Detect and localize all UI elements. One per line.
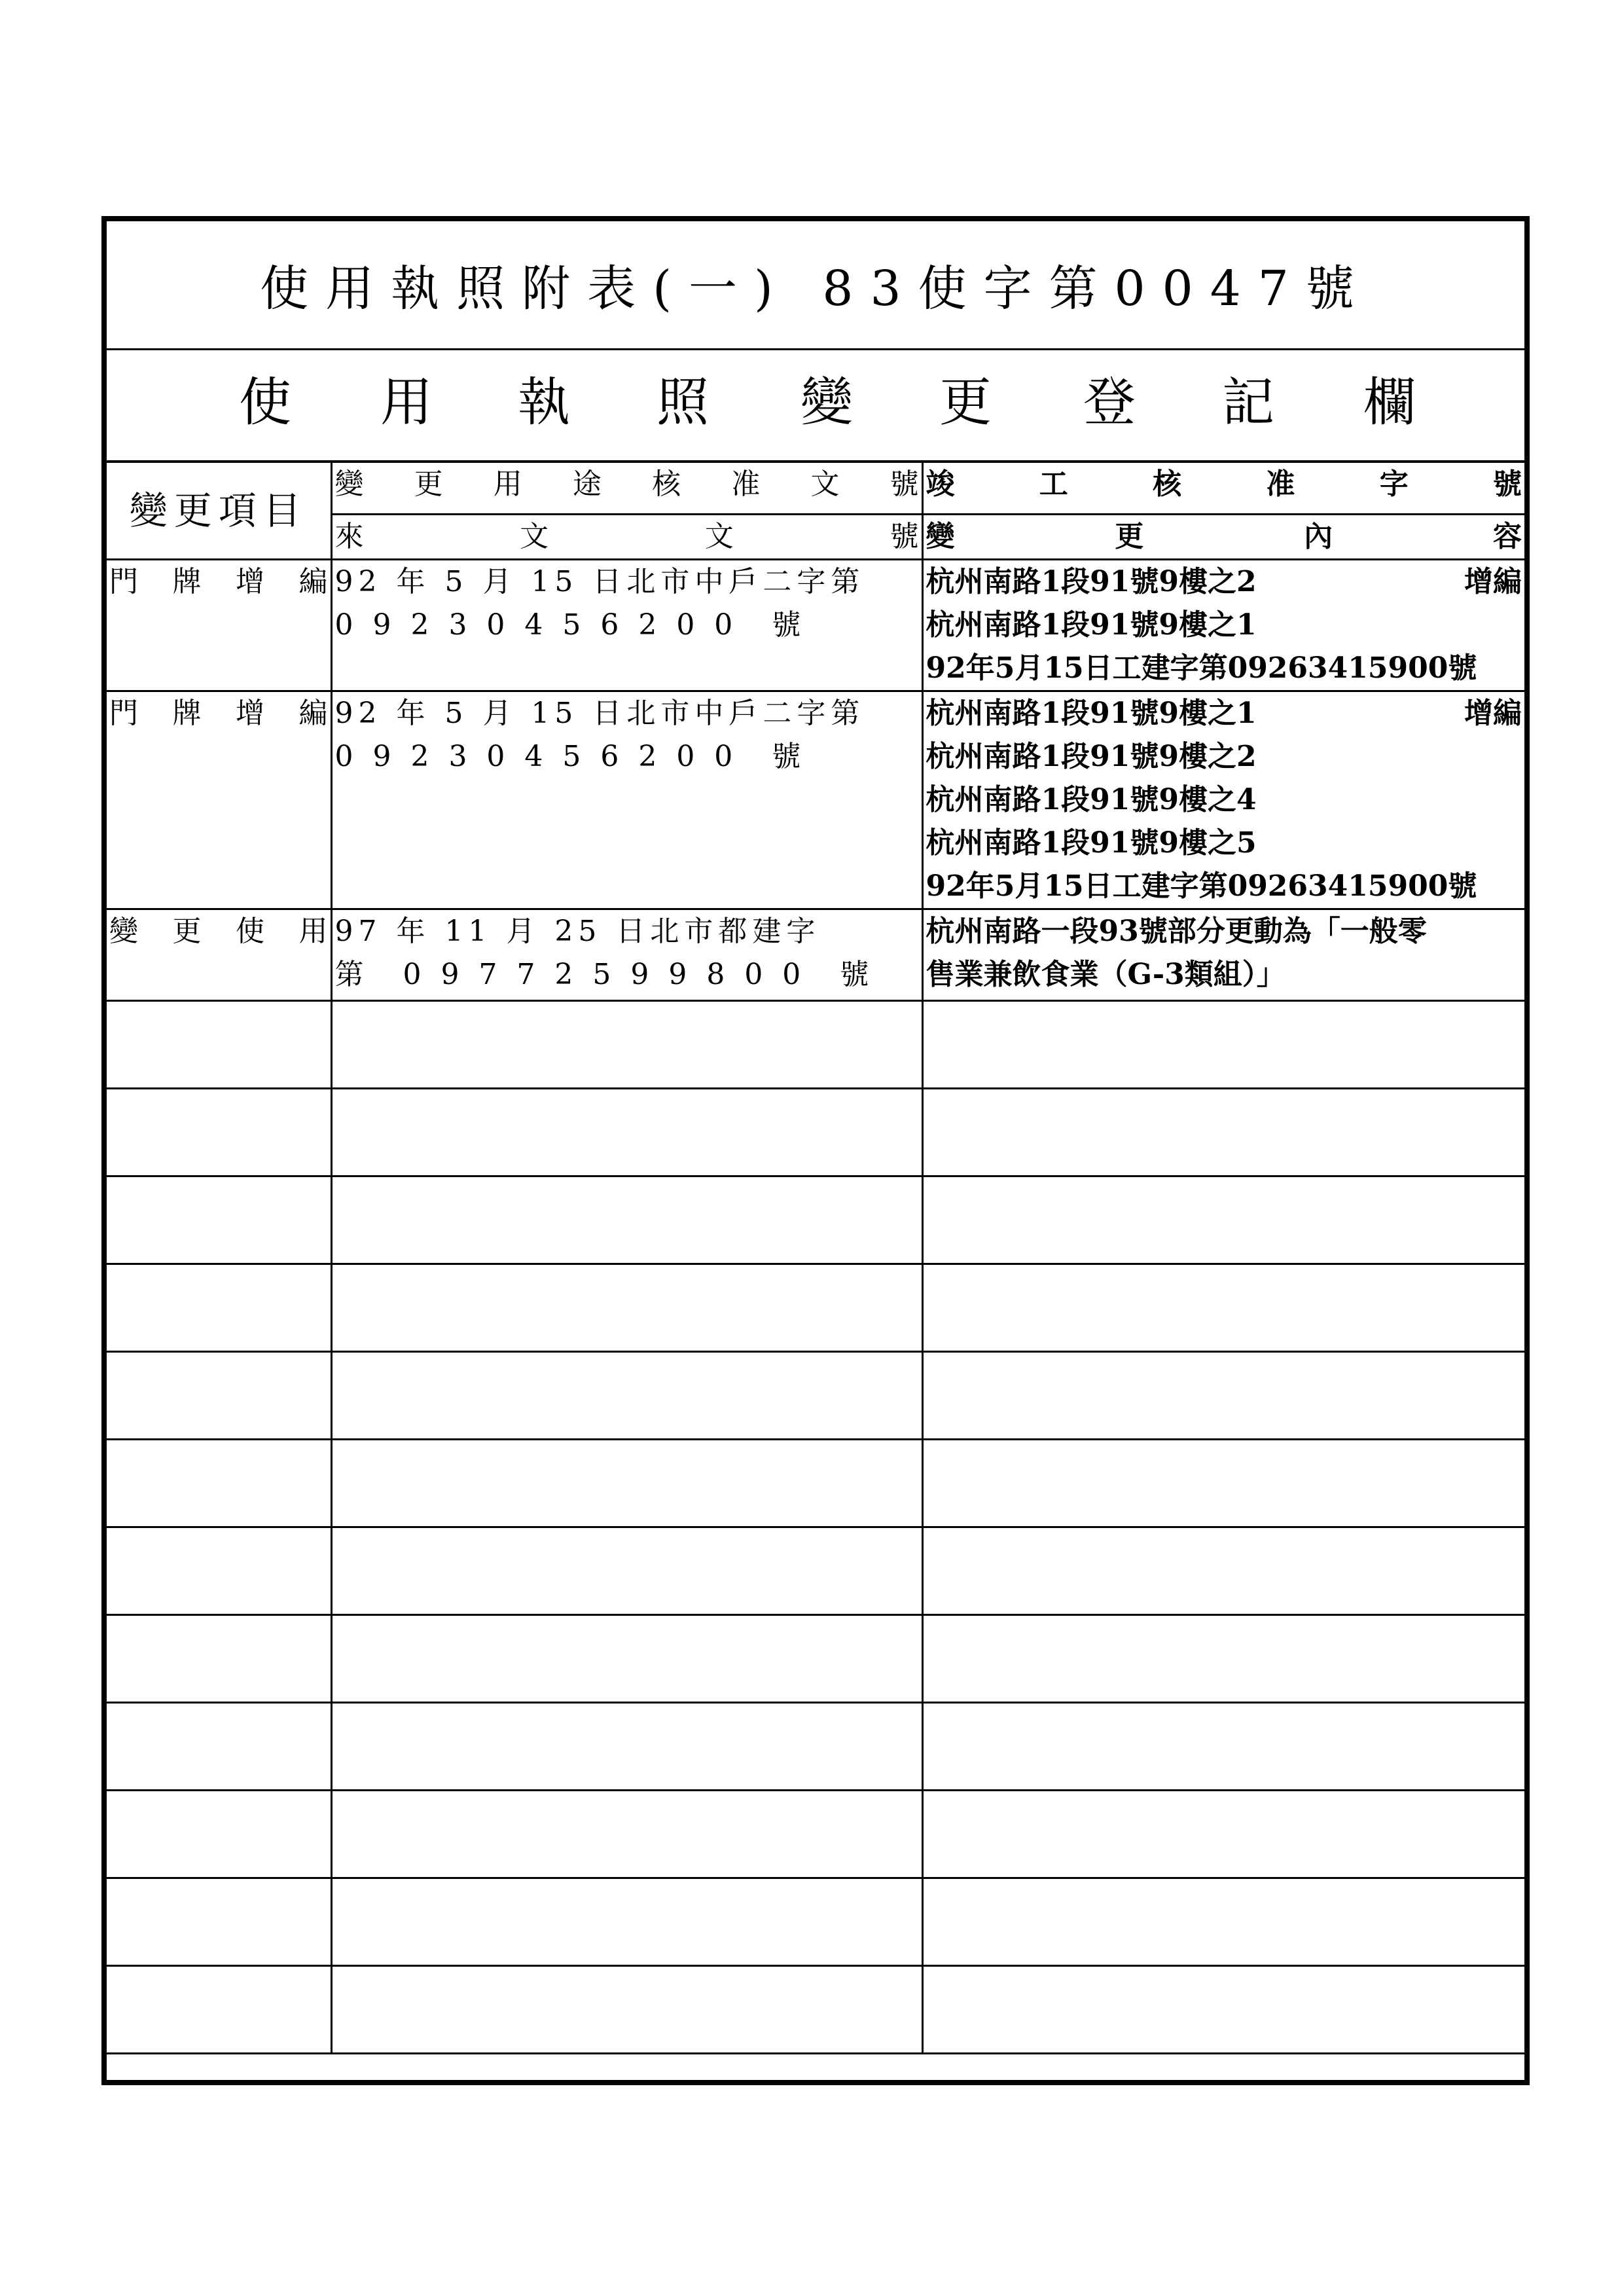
header-row [107, 463, 1524, 514]
empty-row [107, 1965, 1524, 2053]
section-title-char: 更 [939, 372, 992, 433]
column-header-completion-number: 竣 工 核 准 字 號 [922, 463, 1524, 514]
column-header-item: 變更項目 [107, 463, 331, 559]
empty-row [107, 1878, 1524, 1965]
empty-row [107, 1614, 1524, 1702]
license-sheet [101, 216, 1530, 2085]
empty-row [107, 1000, 1524, 1088]
empty-row [107, 1790, 1524, 1878]
empty-row [107, 1439, 1524, 1527]
section-title-char: 欄 [1363, 372, 1416, 433]
change-content-cell: 杭州南路1段91號9樓之2 增編 杭州南路1段91號9樓之1 92年5月15日工建字第09263415900號 [922, 559, 1524, 691]
approval-doc-cell: 97 年 11 月 25 日北市都建字 第 0 9 7 7 2 5 9 9 8 0 0 號 [331, 909, 922, 1000]
change-content-cell: 杭州南路一段93號部分更動為「一般零 售業兼飲食業（G-3類組）」 [922, 909, 1524, 1000]
change-item-cell: 門 牌 增 編 [107, 559, 331, 691]
column-header-incoming-doc: 來 文 文 號 [331, 514, 922, 559]
empty-row [107, 1088, 1524, 1176]
approval-doc-cell: 92 年 5 月 15 日北市中戶二字第 0 9 2 3 0 4 5 6 2 0 0 號 [331, 691, 922, 909]
table-row [107, 909, 1524, 1000]
empty-row [107, 1264, 1524, 1351]
change-item-cell: 門 牌 增 編 [107, 691, 331, 909]
change-content-cell: 杭州南路1段91號9樓之1 增編 杭州南路1段91號9樓之2 杭州南路1段91號9樓之4 杭州南路1段91號9樓之5 92年5月15日工建字第09263415900號 [922, 691, 1524, 909]
section-title-char: 登 [1083, 372, 1136, 433]
register-table [107, 463, 1524, 2054]
section-title-char: 記 [1222, 372, 1274, 433]
empty-row [107, 1351, 1524, 1439]
empty-row [107, 1176, 1524, 1264]
section-title-char: 照 [656, 372, 709, 433]
column-header-change-content: 變 更 內 容 [922, 514, 1524, 559]
section-title-char: 用 [380, 372, 433, 433]
section-title-char: 使 [239, 372, 291, 433]
column-header-approval-doc: 變 更 用 途 核 准 文 號 [331, 463, 922, 514]
page-title: 使用執照附表(一) 83使字第0047號 [260, 261, 1371, 317]
table-row [107, 691, 1524, 909]
section-title-char: 變 [800, 372, 853, 433]
approval-doc-cell: 92 年 5 月 15 日北市中戶二字第 0 9 2 3 0 4 5 6 2 0 0 號 [331, 559, 922, 691]
table-row [107, 559, 1524, 691]
section-title-char: 執 [518, 372, 570, 433]
change-item-cell: 變 更 使 用 [107, 909, 331, 1000]
empty-row [107, 1527, 1524, 1614]
empty-row [107, 1702, 1524, 1790]
title-row [107, 221, 1524, 350]
section-title-row [107, 350, 1524, 463]
